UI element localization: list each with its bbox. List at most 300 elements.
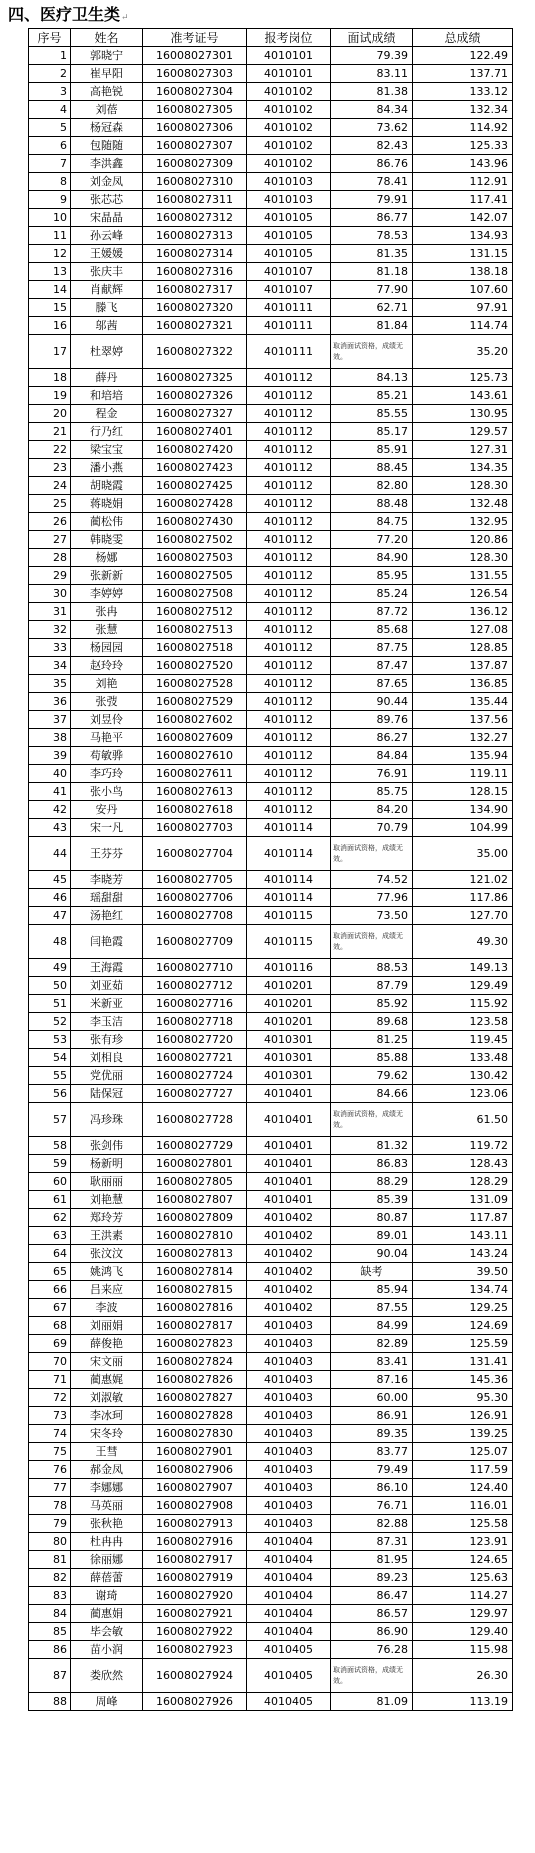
total-score: 114.92 — [413, 119, 513, 137]
row-number: 8 — [29, 173, 71, 191]
table-row — [29, 1605, 513, 1623]
total-score: 149.13 — [413, 959, 513, 977]
interview-score: 85.24 — [331, 585, 413, 603]
exam-number: 16008027610 — [143, 747, 247, 765]
table-row — [29, 1443, 513, 1461]
total-score: 128.29 — [413, 1173, 513, 1191]
candidate-name: 苟敏骅 — [71, 747, 143, 765]
row-number: 23 — [29, 459, 71, 477]
interview-score: 87.72 — [331, 603, 413, 621]
table-row — [29, 369, 513, 387]
interview-score: 84.20 — [331, 801, 413, 819]
position-code: 4010402 — [247, 1209, 331, 1227]
position-code: 4010102 — [247, 83, 331, 101]
candidate-name: 马艳平 — [71, 729, 143, 747]
row-number: 87 — [29, 1659, 71, 1693]
total-score: 123.06 — [413, 1085, 513, 1103]
position-code: 4010402 — [247, 1281, 331, 1299]
interview-score: 85.68 — [331, 621, 413, 639]
total-score: 117.41 — [413, 191, 513, 209]
exam-number: 16008027309 — [143, 155, 247, 173]
table-row — [29, 1209, 513, 1227]
interview-score: 取消面试资格，成绩无效。 — [331, 1103, 413, 1137]
position-code: 4010112 — [247, 639, 331, 657]
table-row — [29, 889, 513, 907]
table-row — [29, 441, 513, 459]
total-score: 131.41 — [413, 1353, 513, 1371]
position-code: 4010115 — [247, 925, 331, 959]
total-score: 136.12 — [413, 603, 513, 621]
exam-number: 16008027705 — [143, 871, 247, 889]
position-code: 4010403 — [247, 1479, 331, 1497]
table-row — [29, 1425, 513, 1443]
interview-score: 85.88 — [331, 1049, 413, 1067]
exam-number: 16008027908 — [143, 1497, 247, 1515]
interview-score: 87.47 — [331, 657, 413, 675]
total-score: 125.73 — [413, 369, 513, 387]
position-code: 4010403 — [247, 1353, 331, 1371]
table-row — [29, 871, 513, 889]
exam-number: 16008027720 — [143, 1031, 247, 1049]
interview-score: 88.53 — [331, 959, 413, 977]
total-score: 131.15 — [413, 245, 513, 263]
row-number: 19 — [29, 387, 71, 405]
row-number: 25 — [29, 495, 71, 513]
exam-number: 16008027618 — [143, 801, 247, 819]
table-row — [29, 47, 513, 65]
position-code: 4010112 — [247, 423, 331, 441]
total-score: 129.40 — [413, 1623, 513, 1641]
total-score: 125.58 — [413, 1515, 513, 1533]
interview-score: 87.79 — [331, 977, 413, 995]
exam-number: 16008027322 — [143, 335, 247, 369]
row-number: 82 — [29, 1569, 71, 1587]
position-code: 4010102 — [247, 155, 331, 173]
exam-number: 16008027613 — [143, 783, 247, 801]
exam-number: 16008027314 — [143, 245, 247, 263]
table-row — [29, 977, 513, 995]
exam-number: 16008027828 — [143, 1407, 247, 1425]
interview-score: 74.52 — [331, 871, 413, 889]
position-code: 4010105 — [247, 209, 331, 227]
position-code: 4010112 — [247, 531, 331, 549]
exam-number: 16008027420 — [143, 441, 247, 459]
candidate-name: 刘艳慧 — [71, 1191, 143, 1209]
interview-score: 81.84 — [331, 317, 413, 335]
position-code: 4010404 — [247, 1587, 331, 1605]
table-row — [29, 1461, 513, 1479]
row-number: 18 — [29, 369, 71, 387]
position-code: 4010403 — [247, 1425, 331, 1443]
row-number: 68 — [29, 1317, 71, 1335]
row-number: 32 — [29, 621, 71, 639]
position-code: 4010201 — [247, 977, 331, 995]
total-score: 143.11 — [413, 1227, 513, 1245]
table-row — [29, 1013, 513, 1031]
interview-score: 79.62 — [331, 1067, 413, 1085]
total-score: 95.30 — [413, 1389, 513, 1407]
table-row — [29, 513, 513, 531]
table-row — [29, 495, 513, 513]
candidate-name: 张汶汶 — [71, 1245, 143, 1263]
table-row — [29, 1389, 513, 1407]
interview-score: 76.28 — [331, 1641, 413, 1659]
row-number: 78 — [29, 1497, 71, 1515]
table-row — [29, 585, 513, 603]
candidate-name: 杜冉冉 — [71, 1533, 143, 1551]
row-number: 29 — [29, 567, 71, 585]
interview-score: 取消面试资格，成绩无效。 — [331, 335, 413, 369]
exam-number: 16008027312 — [143, 209, 247, 227]
total-score: 142.07 — [413, 209, 513, 227]
candidate-name: 王洪素 — [71, 1227, 143, 1245]
exam-number: 16008027913 — [143, 1515, 247, 1533]
interview-score: 89.68 — [331, 1013, 413, 1031]
table-row — [29, 801, 513, 819]
row-number: 42 — [29, 801, 71, 819]
exam-number: 16008027706 — [143, 889, 247, 907]
candidate-name: 薛丹 — [71, 369, 143, 387]
candidate-name: 李晓芳 — [71, 871, 143, 889]
total-score: 128.30 — [413, 477, 513, 495]
table-row — [29, 549, 513, 567]
total-score: 133.48 — [413, 1049, 513, 1067]
interview-score: 83.11 — [331, 65, 413, 83]
candidate-name: 滕飞 — [71, 299, 143, 317]
row-number: 26 — [29, 513, 71, 531]
table-row — [29, 1031, 513, 1049]
row-number: 56 — [29, 1085, 71, 1103]
table-row — [29, 531, 513, 549]
total-score: 127.70 — [413, 907, 513, 925]
exam-number: 16008027710 — [143, 959, 247, 977]
interview-score: 77.20 — [331, 531, 413, 549]
candidate-name: 张秋艳 — [71, 1515, 143, 1533]
table-row — [29, 765, 513, 783]
table-row — [29, 1335, 513, 1353]
exam-number: 16008027919 — [143, 1569, 247, 1587]
candidate-name: 赵玲玲 — [71, 657, 143, 675]
col-header: 报考岗位 — [247, 29, 331, 47]
total-score: 145.36 — [413, 1371, 513, 1389]
exam-number: 16008027728 — [143, 1103, 247, 1137]
total-score: 119.45 — [413, 1031, 513, 1049]
position-code: 4010112 — [247, 513, 331, 531]
exam-number: 16008027718 — [143, 1013, 247, 1031]
row-number: 64 — [29, 1245, 71, 1263]
candidate-name: 刘金凤 — [71, 173, 143, 191]
row-number: 75 — [29, 1443, 71, 1461]
total-score: 124.69 — [413, 1317, 513, 1335]
exam-number: 16008027926 — [143, 1693, 247, 1711]
table-row — [29, 1049, 513, 1067]
table-row — [29, 1299, 513, 1317]
exam-number: 16008027921 — [143, 1605, 247, 1623]
exam-number: 16008027306 — [143, 119, 247, 137]
total-score: 129.25 — [413, 1299, 513, 1317]
exam-number: 16008027528 — [143, 675, 247, 693]
candidate-name: 刘昱伶 — [71, 711, 143, 729]
candidate-name: 王彗 — [71, 1443, 143, 1461]
interview-score: 85.39 — [331, 1191, 413, 1209]
interview-score: 90.44 — [331, 693, 413, 711]
table-row — [29, 209, 513, 227]
total-score: 130.95 — [413, 405, 513, 423]
exam-number: 16008027816 — [143, 1299, 247, 1317]
row-number: 50 — [29, 977, 71, 995]
total-score: 132.34 — [413, 101, 513, 119]
candidate-name: 张新新 — [71, 567, 143, 585]
total-score: 138.18 — [413, 263, 513, 281]
exam-number: 16008027512 — [143, 603, 247, 621]
exam-number: 16008027923 — [143, 1641, 247, 1659]
candidate-name: 张小鸟 — [71, 783, 143, 801]
total-score: 125.59 — [413, 1335, 513, 1353]
interview-score: 85.95 — [331, 567, 413, 585]
total-score: 121.02 — [413, 871, 513, 889]
position-code: 4010112 — [247, 729, 331, 747]
exam-number: 16008027502 — [143, 531, 247, 549]
interview-score: 70.79 — [331, 819, 413, 837]
exam-number: 16008027727 — [143, 1085, 247, 1103]
interview-score: 缺考 — [331, 1263, 413, 1281]
interview-score: 87.75 — [331, 639, 413, 657]
total-score: 135.94 — [413, 747, 513, 765]
interview-score: 85.92 — [331, 995, 413, 1013]
total-score: 125.33 — [413, 137, 513, 155]
interview-score: 84.90 — [331, 549, 413, 567]
table-row — [29, 191, 513, 209]
interview-score: 83.77 — [331, 1443, 413, 1461]
exam-number: 16008027827 — [143, 1389, 247, 1407]
candidate-name: 肖献辉 — [71, 281, 143, 299]
total-score: 137.87 — [413, 657, 513, 675]
total-score: 139.25 — [413, 1425, 513, 1443]
candidate-name: 杨园园 — [71, 639, 143, 657]
exam-number: 16008027721 — [143, 1049, 247, 1067]
row-number: 69 — [29, 1335, 71, 1353]
exam-number: 16008027611 — [143, 765, 247, 783]
candidate-name: 王媛媛 — [71, 245, 143, 263]
interview-score: 取消面试资格，成绩无效。 — [331, 837, 413, 871]
row-number: 74 — [29, 1425, 71, 1443]
candidate-name: 安丹 — [71, 801, 143, 819]
position-code: 4010112 — [247, 585, 331, 603]
position-code: 4010301 — [247, 1067, 331, 1085]
exam-number: 16008027716 — [143, 995, 247, 1013]
position-code: 4010107 — [247, 281, 331, 299]
row-number: 10 — [29, 209, 71, 227]
interview-score: 89.01 — [331, 1227, 413, 1245]
exam-number: 16008027704 — [143, 837, 247, 871]
interview-score: 73.62 — [331, 119, 413, 137]
position-code: 4010403 — [247, 1335, 331, 1353]
table-row — [29, 317, 513, 335]
candidate-name: 刘丽娟 — [71, 1317, 143, 1335]
table-row — [29, 227, 513, 245]
candidate-name: 毕会敏 — [71, 1623, 143, 1641]
interview-score: 81.35 — [331, 245, 413, 263]
interview-score: 85.75 — [331, 783, 413, 801]
interview-score: 取消面试资格，成绩无效。 — [331, 1659, 413, 1693]
candidate-name: 杜翠婷 — [71, 335, 143, 369]
total-score: 117.87 — [413, 1209, 513, 1227]
col-header: 姓名 — [71, 29, 143, 47]
row-number: 27 — [29, 531, 71, 549]
total-score: 125.07 — [413, 1443, 513, 1461]
candidate-name: 李洪鑫 — [71, 155, 143, 173]
exam-number: 16008027304 — [143, 83, 247, 101]
exam-number: 16008027917 — [143, 1551, 247, 1569]
table-row — [29, 1659, 513, 1693]
table-row — [29, 1191, 513, 1209]
interview-score: 77.96 — [331, 889, 413, 907]
row-number: 3 — [29, 83, 71, 101]
exam-number: 16008027810 — [143, 1227, 247, 1245]
interview-score: 80.87 — [331, 1209, 413, 1227]
interview-score: 81.18 — [331, 263, 413, 281]
total-score: 117.86 — [413, 889, 513, 907]
exam-number: 16008027922 — [143, 1623, 247, 1641]
row-number: 47 — [29, 907, 71, 925]
interview-score: 83.41 — [331, 1353, 413, 1371]
candidate-name: 蔺松伟 — [71, 513, 143, 531]
position-code: 4010404 — [247, 1569, 331, 1587]
table-row — [29, 1227, 513, 1245]
exam-number: 16008027520 — [143, 657, 247, 675]
table-row — [29, 907, 513, 925]
candidate-name: 薛蓓蕾 — [71, 1569, 143, 1587]
row-number: 65 — [29, 1263, 71, 1281]
col-header: 准考证号 — [143, 29, 247, 47]
row-number: 28 — [29, 549, 71, 567]
table-row — [29, 1641, 513, 1659]
row-number: 4 — [29, 101, 71, 119]
table-row — [29, 711, 513, 729]
exam-number: 16008027317 — [143, 281, 247, 299]
section-title: 四、医疗卫生类↵ — [8, 5, 129, 24]
candidate-name: 张庆丰 — [71, 263, 143, 281]
interview-score: 85.21 — [331, 387, 413, 405]
total-score: 134.74 — [413, 1281, 513, 1299]
interview-score: 82.43 — [331, 137, 413, 155]
row-number: 71 — [29, 1371, 71, 1389]
candidate-name: 张芯芯 — [71, 191, 143, 209]
table-row — [29, 693, 513, 711]
position-code: 4010401 — [247, 1137, 331, 1155]
row-number: 76 — [29, 1461, 71, 1479]
candidate-name: 蔺惠娓 — [71, 1371, 143, 1389]
position-code: 4010112 — [247, 603, 331, 621]
table-row — [29, 173, 513, 191]
row-number: 14 — [29, 281, 71, 299]
row-number: 49 — [29, 959, 71, 977]
total-score: 116.01 — [413, 1497, 513, 1515]
position-code: 4010112 — [247, 495, 331, 513]
row-number: 70 — [29, 1353, 71, 1371]
total-score: 125.63 — [413, 1569, 513, 1587]
table-row — [29, 1587, 513, 1605]
position-code: 4010112 — [247, 441, 331, 459]
interview-score: 89.23 — [331, 1569, 413, 1587]
position-code: 4010105 — [247, 245, 331, 263]
row-number: 41 — [29, 783, 71, 801]
interview-score: 60.00 — [331, 1389, 413, 1407]
total-score: 127.08 — [413, 621, 513, 639]
candidate-name: 包随随 — [71, 137, 143, 155]
position-code: 4010112 — [247, 693, 331, 711]
candidate-name: 梁宝宝 — [71, 441, 143, 459]
candidate-name: 闫艳霞 — [71, 925, 143, 959]
total-score: 112.91 — [413, 173, 513, 191]
row-number: 46 — [29, 889, 71, 907]
table-row — [29, 1353, 513, 1371]
interview-score: 62.71 — [331, 299, 413, 317]
position-code: 4010403 — [247, 1443, 331, 1461]
candidate-name: 杨冠森 — [71, 119, 143, 137]
exam-number: 16008027518 — [143, 639, 247, 657]
total-score: 134.93 — [413, 227, 513, 245]
table-row — [29, 1569, 513, 1587]
interview-score: 81.95 — [331, 1551, 413, 1569]
position-code: 4010101 — [247, 47, 331, 65]
exam-number: 16008027807 — [143, 1191, 247, 1209]
interview-score: 79.91 — [331, 191, 413, 209]
candidate-name: 崔早阳 — [71, 65, 143, 83]
row-number: 88 — [29, 1693, 71, 1711]
table-row — [29, 1693, 513, 1711]
row-number: 77 — [29, 1479, 71, 1497]
candidate-name: 和培培 — [71, 387, 143, 405]
position-code: 4010301 — [247, 1049, 331, 1067]
table-row — [29, 995, 513, 1013]
candidate-name: 高艳锐 — [71, 83, 143, 101]
interview-score: 85.17 — [331, 423, 413, 441]
header-row — [29, 29, 513, 47]
row-number: 13 — [29, 263, 71, 281]
position-code: 4010112 — [247, 621, 331, 639]
table-row — [29, 603, 513, 621]
exam-number: 16008027708 — [143, 907, 247, 925]
candidate-name: 冯珍珠 — [71, 1103, 143, 1137]
row-number: 63 — [29, 1227, 71, 1245]
total-score: 127.31 — [413, 441, 513, 459]
exam-number: 16008027428 — [143, 495, 247, 513]
row-number: 21 — [29, 423, 71, 441]
candidate-name: 党优丽 — [71, 1067, 143, 1085]
row-number: 2 — [29, 65, 71, 83]
table-row — [29, 783, 513, 801]
table-row — [29, 1515, 513, 1533]
total-score: 61.50 — [413, 1103, 513, 1137]
position-code: 4010402 — [247, 1299, 331, 1317]
exam-number: 16008027529 — [143, 693, 247, 711]
candidate-name: 张剑伟 — [71, 1137, 143, 1155]
interview-score: 85.55 — [331, 405, 413, 423]
exam-number: 16008027307 — [143, 137, 247, 155]
table-row — [29, 1317, 513, 1335]
position-code: 4010102 — [247, 119, 331, 137]
total-score: 137.71 — [413, 65, 513, 83]
table-row — [29, 729, 513, 747]
table-row — [29, 387, 513, 405]
total-score: 128.85 — [413, 639, 513, 657]
total-score: 134.35 — [413, 459, 513, 477]
col-header: 面试成绩 — [331, 29, 413, 47]
row-number: 51 — [29, 995, 71, 1013]
exam-number: 16008027508 — [143, 585, 247, 603]
interview-score: 77.90 — [331, 281, 413, 299]
